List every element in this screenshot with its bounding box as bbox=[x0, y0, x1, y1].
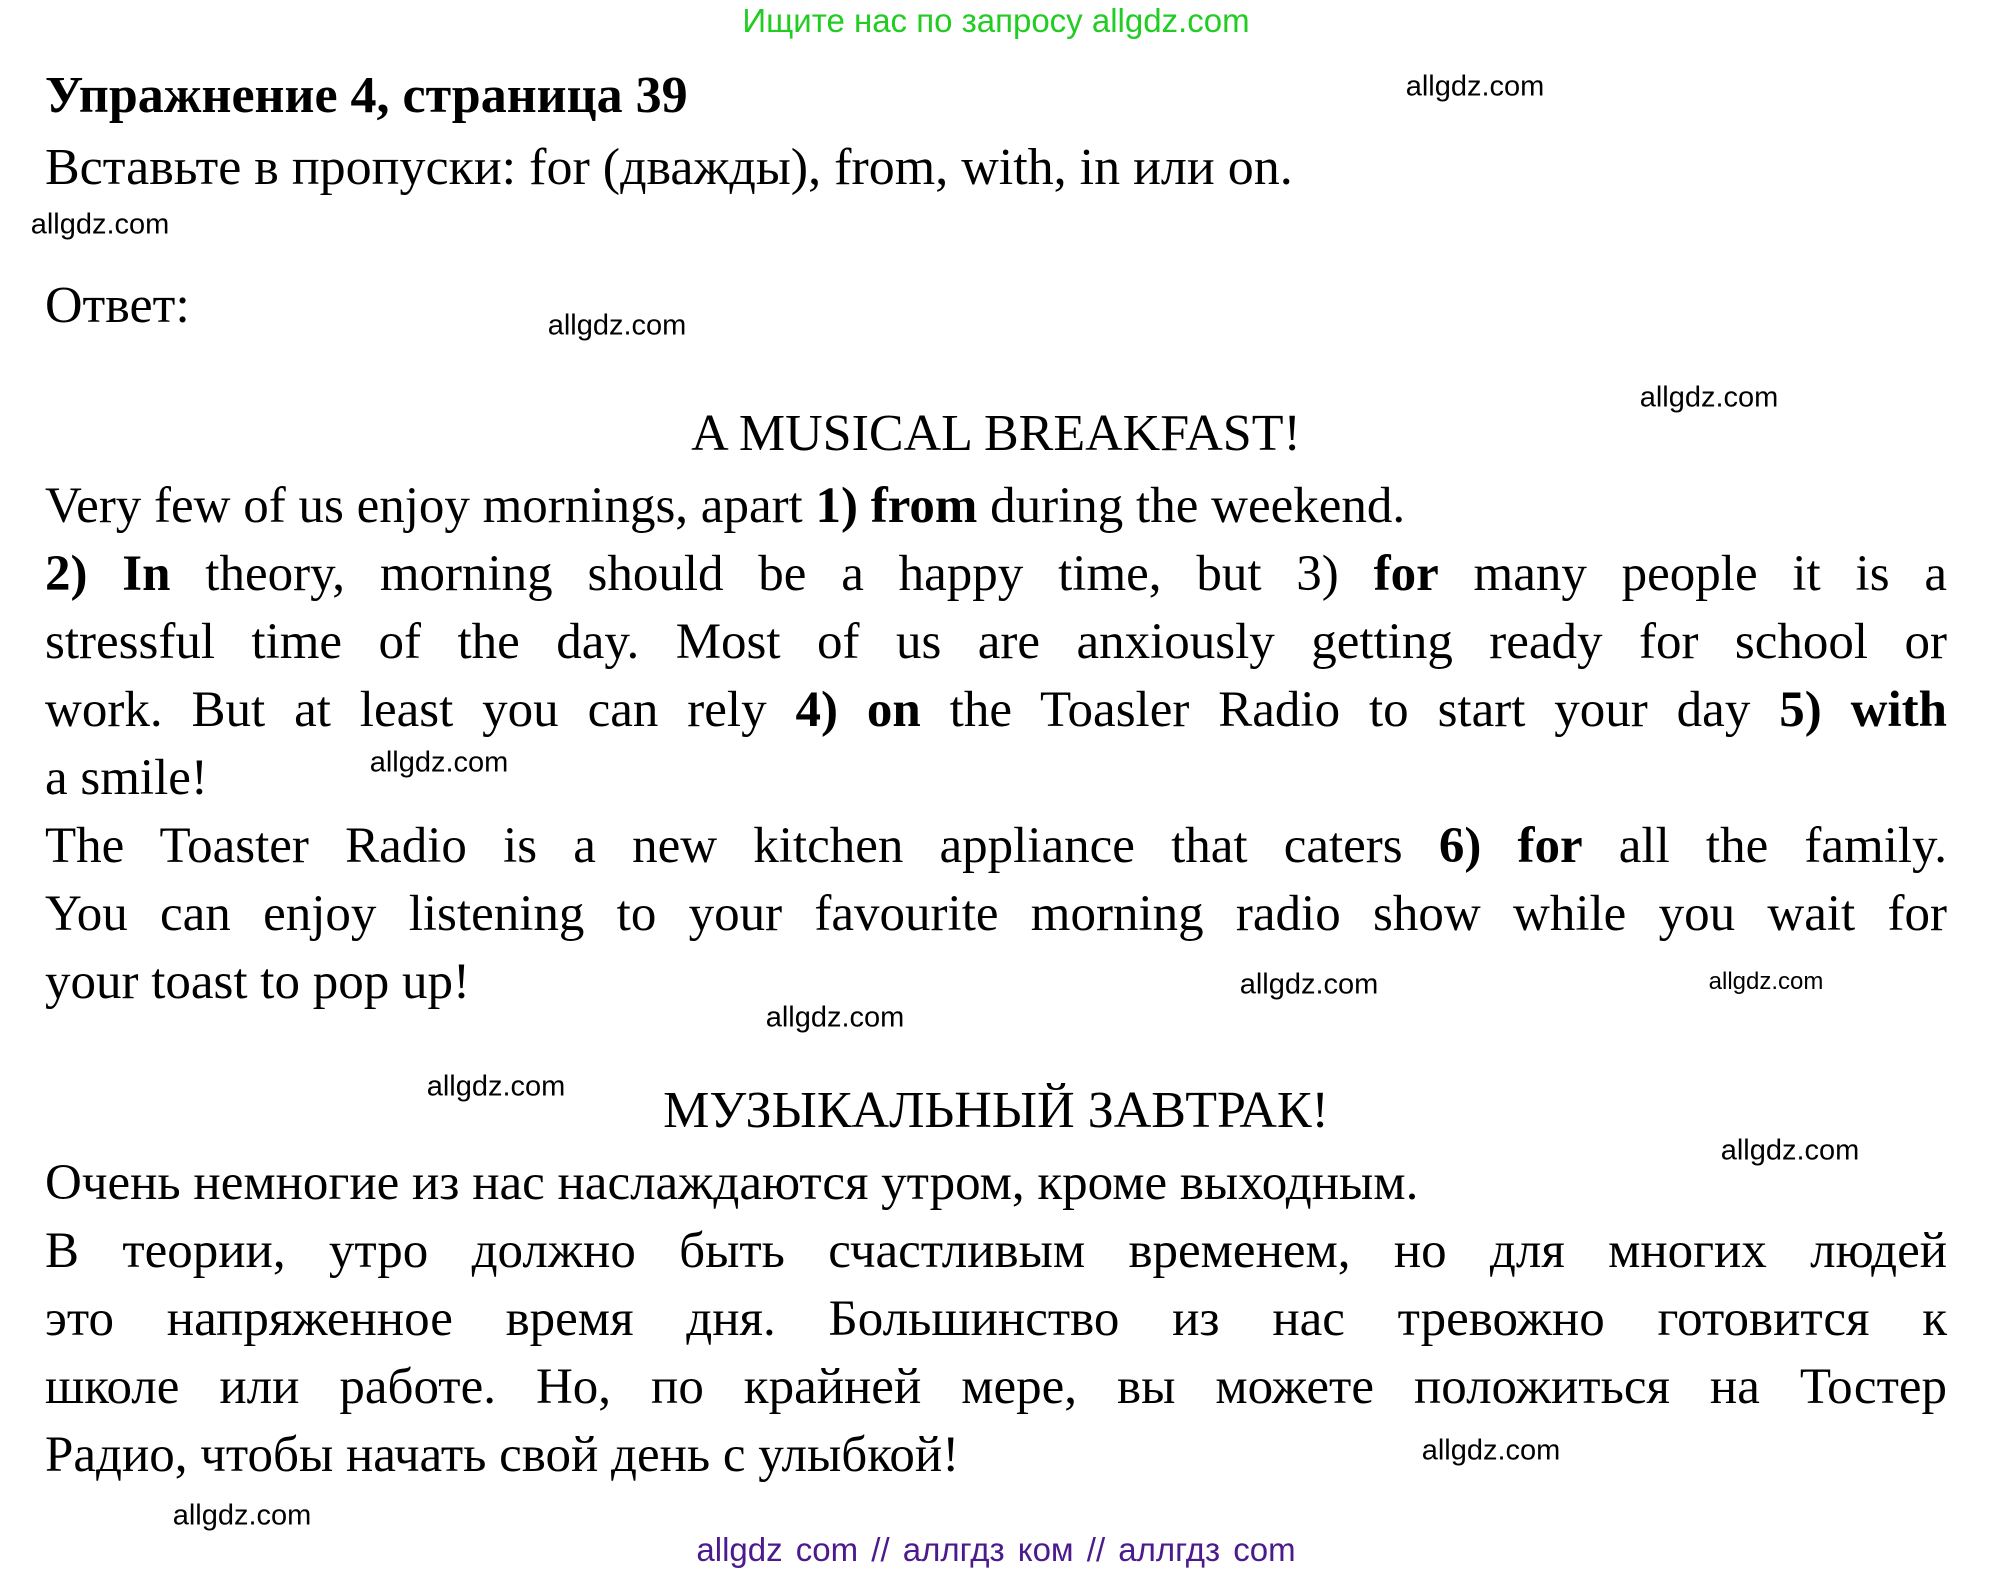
english-line bbox=[45, 880, 1947, 948]
text-segment: work. But at least you can rely bbox=[45, 682, 796, 738]
text-segment: your toast to pop up! bbox=[45, 954, 470, 1010]
answer-word: 1) from bbox=[815, 478, 978, 534]
answer-word: 4) on bbox=[795, 682, 921, 738]
watermark: allgdz.com bbox=[426, 1070, 566, 1103]
russian-line bbox=[45, 1285, 1947, 1353]
watermark: allgdz.com bbox=[1405, 70, 1545, 103]
english-line bbox=[45, 812, 1947, 880]
text-segment: You can enjoy listening to your favourite morning radio show while you wait for bbox=[45, 886, 1947, 942]
watermark: allgdz.com bbox=[1720, 1134, 1860, 1167]
text-segment: это напряженное время дня. Большинство из нас тревожно готовится к bbox=[45, 1291, 1947, 1347]
watermark: allgdz.com bbox=[30, 208, 170, 241]
text-segment: Радио, чтобы начать свой день с улыбкой! bbox=[45, 1427, 960, 1483]
text-segment: all the family. bbox=[1582, 818, 1947, 874]
russian-line bbox=[45, 1421, 1947, 1489]
answer-word: 5) with bbox=[1779, 682, 1947, 738]
english-line bbox=[45, 948, 1947, 1016]
exercise-title: Упражнение 4, страница 39 bbox=[45, 67, 688, 124]
watermark: allgdz.com bbox=[547, 309, 687, 342]
watermark: allgdz.com bbox=[369, 746, 509, 779]
text-segment: many people it is a bbox=[1438, 546, 1947, 602]
watermark: allgdz.com bbox=[1239, 968, 1379, 1001]
watermark: allgdz.com bbox=[1708, 968, 1824, 995]
text-segment: during the weekend. bbox=[977, 478, 1406, 534]
text-segment: the Toasler Radio to start your day bbox=[920, 682, 1780, 738]
russian-line bbox=[45, 1353, 1947, 1421]
text-segment: a smile! bbox=[45, 750, 208, 806]
english-line bbox=[45, 676, 1947, 744]
text-segment: В теории, утро должно быть счастливым временем, но для многих людей bbox=[45, 1223, 1947, 1279]
answer-word: 2) In bbox=[45, 546, 171, 602]
english-line bbox=[45, 472, 1947, 540]
text-segment: theory, morning should be a happy time, but 3) bbox=[170, 546, 1374, 602]
answer-word: for bbox=[1373, 546, 1439, 602]
text-segment: школе или работе. Но, по крайней мере, вы можете положиться на Тостер bbox=[45, 1359, 1947, 1415]
watermark: allgdz.com bbox=[1421, 1434, 1561, 1467]
task-instruction: Вставьте в пропуски: for (дважды), from, with, in или on. bbox=[45, 139, 1293, 196]
text-segment: stressful time of the day. Most of us are anxiously getting ready for school or bbox=[45, 614, 1947, 670]
answer-label: Ответ: bbox=[45, 277, 190, 334]
russian-heading: МУЗЫКАЛЬНЫЙ ЗАВТРАК! bbox=[663, 1082, 1329, 1139]
text-segment: Очень немногие из нас наслаждаются утром, кроме выходным. bbox=[45, 1155, 1419, 1211]
english-line bbox=[45, 540, 1947, 608]
watermark: allgdz.com bbox=[765, 1001, 905, 1034]
search-banner[interactable]: Ищите нас по запросу allgdz.com bbox=[742, 2, 1250, 39]
english-heading: A MUSICAL BREAKFAST! bbox=[691, 405, 1301, 462]
russian-line bbox=[45, 1149, 1947, 1217]
watermark: allgdz.com bbox=[1639, 381, 1779, 414]
english-line bbox=[45, 744, 1947, 812]
footer-links[interactable]: allgdz com // аллгдз ком // аллгдз com bbox=[696, 1531, 1296, 1568]
text-segment: The Toaster Radio is a new kitchen appliance that caters bbox=[45, 818, 1439, 874]
watermark: allgdz.com bbox=[172, 1499, 312, 1532]
russian-line bbox=[45, 1217, 1947, 1285]
answer-word: 6) for bbox=[1438, 818, 1583, 874]
english-line bbox=[45, 608, 1947, 676]
text-segment: Very few of us enjoy mornings, apart bbox=[45, 478, 816, 534]
